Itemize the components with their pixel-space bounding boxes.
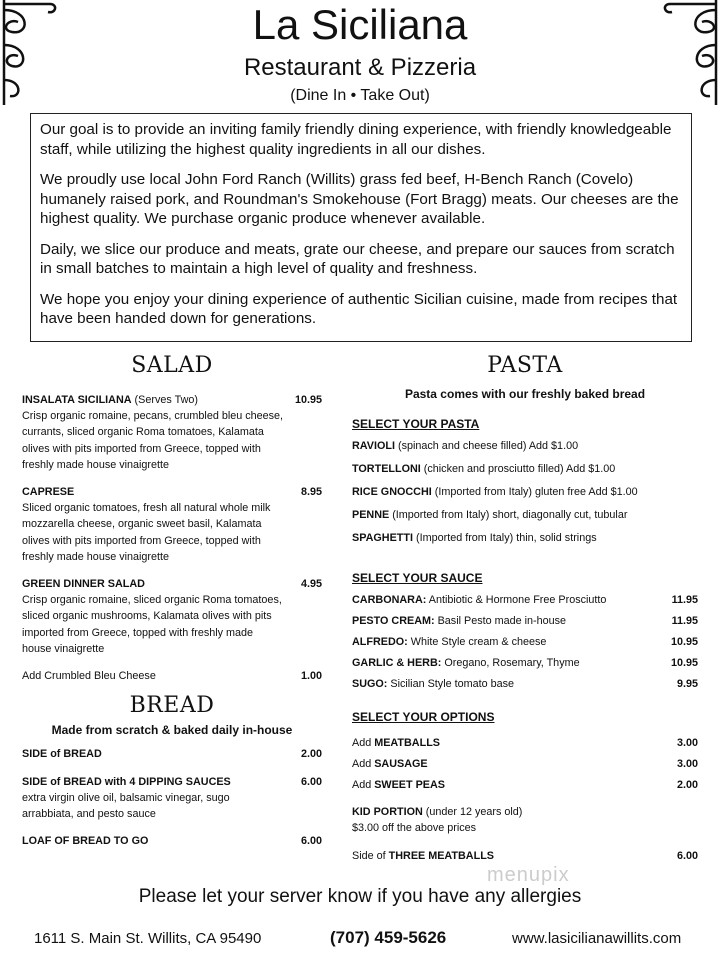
sauce-price: 9.95 (676, 677, 698, 690)
menu-item (22, 774, 322, 823)
pasta-name: RAVIOLI (352, 440, 395, 453)
pasta-desc: (spinach and cheese filled) Add $1.00 (395, 440, 579, 453)
item-price: 8.95 (300, 486, 322, 499)
phone-number: (707) 459-5626 (330, 928, 447, 947)
website-link[interactable]: www.lasicilianawillits.com (512, 930, 682, 947)
sauce-price: 11.95 (671, 614, 698, 627)
bread-heading: BREAD (129, 693, 215, 719)
watermark: menupix (487, 864, 570, 886)
kid-portion-note: (under 12 years old) (422, 805, 523, 818)
option-name: MEATBALLS (374, 736, 440, 749)
pasta-name: PENNE (352, 509, 390, 522)
item-description: extra virgin olive oil, balsamic vinegar, sugo arrabbiata, and pesto sauce (22, 791, 230, 821)
pasta-subtitle: Pasta comes with our freshly baked bread (404, 387, 646, 401)
item-price: 6.00 (300, 775, 322, 788)
item-name: INSALATA SICILIANA (22, 394, 132, 406)
sauce-desc: Oregano, Rosemary, Thyme (441, 656, 580, 669)
pasta-name: SPAGHETTI (352, 532, 413, 545)
sauce-name: PESTO CREAM: (352, 614, 435, 627)
sauce-option (352, 632, 698, 653)
sauce-price: 11.95 (671, 593, 698, 606)
sauce-price: 10.95 (670, 635, 698, 648)
pasta-option (352, 435, 698, 458)
sauce-option (352, 590, 698, 611)
item-name: LOAF OF BREAD TO GO (22, 835, 149, 848)
option-name: SWEET PEAS (374, 778, 446, 791)
pasta-desc: (Imported from Italy) short, diagonally cut, tubular (389, 509, 628, 522)
item-price: 10.95 (294, 394, 322, 406)
option-prefix: Add (352, 736, 375, 749)
select-options-heading: SELECT YOUR OPTIONS (352, 709, 495, 724)
intro-box (30, 113, 692, 342)
right-column (352, 352, 698, 864)
option-item (352, 733, 698, 754)
option-prefix: Add (352, 757, 375, 770)
option-prefix: Add (352, 778, 375, 791)
salad-heading: SALAD (131, 353, 213, 378)
pasta-heading: PASTA (487, 353, 563, 378)
option-item (352, 775, 698, 796)
bread-subtitle: Made from scratch & baked daily in-house (51, 723, 293, 738)
sauce-desc: Antibiotic & Hormone Free Prosciutto (426, 593, 607, 606)
pasta-desc: (Imported from Italy) thin, solid strings (413, 532, 597, 545)
option-prefix: Side of (352, 850, 389, 863)
sauce-price: 10.95 (670, 656, 698, 669)
item-name: SIDE of BREAD with 4 DIPPING SAUCES (22, 775, 231, 788)
item-note: (Serves Two) (131, 394, 198, 406)
menu-item (22, 746, 322, 762)
kid-portion-desc: $3.00 off the above prices (352, 822, 477, 835)
service-options: (Dine In • Take Out) (290, 87, 430, 104)
sauce-name: CARBONARA: (352, 593, 427, 606)
intro-paragraph: We hope you enjoy your dining experience of authentic Sicilian cuisine, made from recipes that have been handed down for generations. (40, 290, 678, 327)
pasta-desc: (Imported from Italy) gluten free Add $1.00 (431, 486, 638, 499)
pasta-option (352, 481, 698, 504)
option-price: 3.00 (676, 757, 698, 770)
sauce-option (352, 674, 698, 695)
sauce-name: GARLIC & HERB: (352, 656, 442, 669)
kid-portion (352, 804, 698, 836)
option-price: 6.00 (676, 850, 698, 863)
option-price: 3.00 (676, 736, 698, 749)
kid-portion-name: KID PORTION (352, 805, 423, 818)
item-name: CAPRESE (22, 486, 75, 499)
menu-item (22, 576, 322, 657)
item-price: 4.95 (300, 578, 322, 591)
address: 1611 S. Main St. Willits, CA 95490 (34, 930, 262, 947)
item-description: Crisp organic romaine, pecans, crumbled bleu cheese, currants, sliced organic Roma tomatoes, Kalamata olives with pits imported from Greece, topped with freshly made house vinaigrette (22, 410, 284, 471)
select-pasta-heading: SELECT YOUR PASTA (352, 417, 480, 432)
menu-item (22, 833, 322, 849)
item-name: SIDE of BREAD (22, 748, 102, 761)
pasta-option (352, 504, 698, 527)
menu-item (22, 484, 322, 565)
sauce-desc: Sicilian Style tomato base (387, 677, 515, 690)
select-sauce-heading: SELECT YOUR SAUCE (352, 571, 483, 586)
option-name: THREE MEATBALLS (388, 850, 494, 863)
item-description: Crisp organic romaine, sliced organic Roma tomatoes, sliced organic mushrooms, Kalamata olives with pits imported from Greece, topped with freshly made house vinaigrette (22, 594, 282, 655)
restaurant-name: La Siciliana (252, 1, 468, 48)
restaurant-subtitle: Restaurant & Pizzeria (243, 54, 477, 81)
pasta-option (352, 527, 698, 550)
item-name: Add Crumbled Bleu Cheese (22, 670, 156, 683)
intro-paragraph: Daily, we slice our produce and meats, grate our cheese, and prepare our sauces from scratch in small batches to maintain a high level of quality and freshness. (40, 240, 675, 277)
sauce-option (352, 653, 698, 674)
option-price: 2.00 (676, 778, 698, 791)
item-price: 6.00 (300, 835, 322, 848)
intro-paragraph: Our goal is to provide an inviting family friendly dining experience, with friendly knowledgeable staff, while utilizing the highest quality ingredients in all our dishes. (40, 121, 672, 158)
left-column (22, 352, 322, 849)
pasta-desc: (chicken and prosciutto filled) Add $1.00 (420, 463, 616, 476)
allergy-notice: Please let your server know if you have any allergies (138, 886, 582, 907)
item-price: 2.00 (300, 748, 322, 761)
sauce-desc: Basil Pesto made in-house (434, 614, 567, 627)
pasta-option (352, 458, 698, 481)
item-name: GREEN DINNER SALAD (22, 578, 145, 591)
item-price: 1.00 (300, 670, 322, 683)
menu-item (22, 668, 322, 684)
sauce-option (352, 611, 698, 632)
pasta-name: TORTELLONI (352, 463, 421, 476)
menu-item (22, 392, 322, 473)
sauce-name: SUGO: (352, 677, 388, 690)
sauce-desc: White Style cream & cheese (407, 635, 547, 648)
option-item (352, 754, 698, 775)
item-description: Sliced organic tomatoes, fresh all natural whole milk mozzarella cheese, organic sweet basil, Kalamata olives with pits imported from Greece, topped with freshly made house vinaigrette (22, 502, 271, 563)
pasta-name: RICE GNOCCHI (352, 486, 432, 499)
option-name: SAUSAGE (374, 757, 428, 770)
sauce-name: ALFREDO: (352, 635, 408, 648)
intro-paragraph: We proudly use local John Ford Ranch (Willits) grass fed beef, H-Bench Ranch (Covelo) humanely raised pork, and Roundman's Smokehouse (Fort Bragg) meats. Our cheeses are the highest quality. We purchase organic produce whenever available. (40, 171, 679, 227)
option-item (352, 848, 698, 864)
